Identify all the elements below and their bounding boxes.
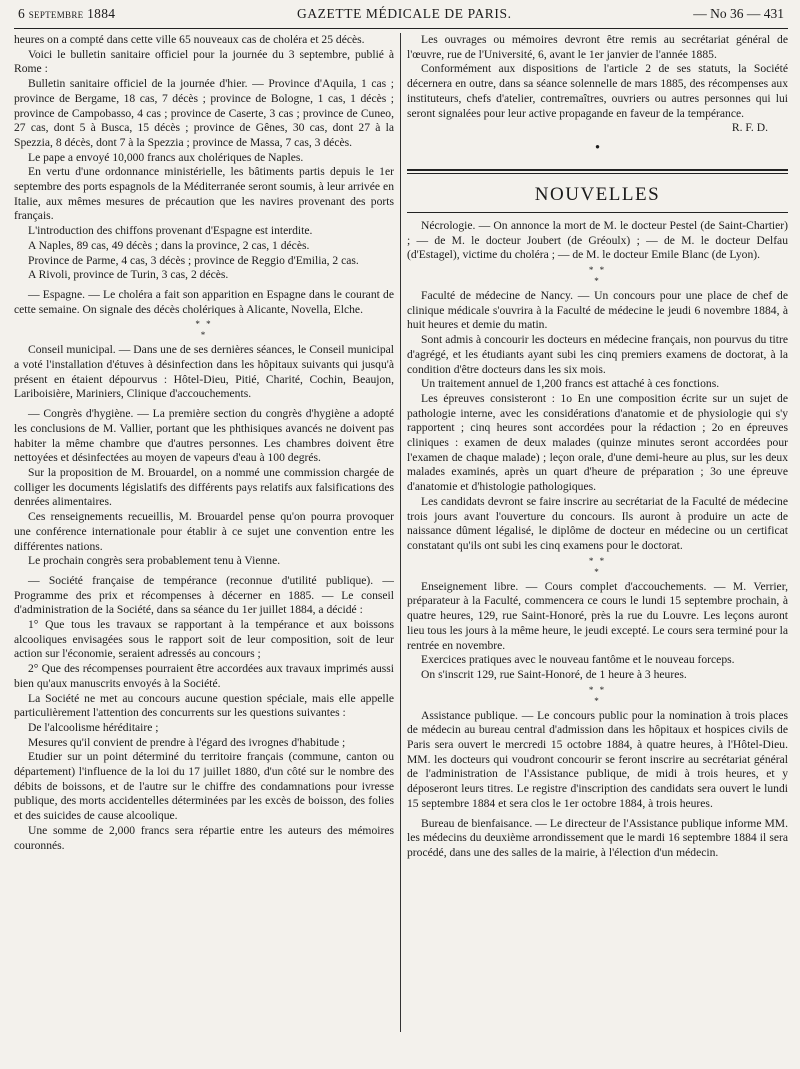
article-paragraph: 2° Que des récompenses pourraient être accordées aux travaux imprimés aussi bien qu'aux manuscrits envoyés à la Société. xyxy=(14,662,394,690)
article-paragraph: Province de Parme, 4 cas, 3 décès ; province de Reggio d'Emilia, 2 cas. xyxy=(28,253,359,267)
article-paragraph: Un traitement annuel de 1,200 francs est attaché à ces fonctions. xyxy=(421,377,720,391)
article-paragraph: Les candidats devront se faire inscrire au secrétariat de la Faculté de médecine trois jours avant l'ouverture du concours. Ils auront à produire un acte de naissance dûment légalisé, le diplôme de docteur en médecine ou un certificat constatant qu'ils ont subi les cinq examens pour le doctorat. xyxy=(407,494,788,552)
article-congres-hygiene: — Congrès d'hygiène. — La première section du congrès d'hygiène a adopté les conclusions de M. Vallier, portant que les phthisiques avancés ne doivent pas habiter la même chambre que d'autres personnes. Les chambres doivent être nettoyées et désinfectées au moyen de vapeurs d'eau à 100 degrés. xyxy=(14,407,394,465)
right-column xyxy=(407,33,788,1062)
column-divider xyxy=(400,33,401,1032)
article-paragraph: Les épreuves consisteront : 1o En une composition écrite sur un sujet de pathologie interne, avec les considérations d'anatomie et de physiologie qui s'y rapportent ; cinq heures sont accordées pour la rédaction ; 2o en épreuves cliniques : examen de deux malades (quinze minutes seront accordées pour l'examen de chaque malade) ; leçon orale, d'une demi-heure au plus, sur les deux malades examinés, après un quart d'heure de préparation ; 3o une épreuve d'anatomie et d'histologie pathologiques. xyxy=(407,391,788,494)
left-column xyxy=(14,33,394,1062)
double-rule xyxy=(407,169,788,174)
article-paragraph: On s'inscrit 129, rue Saint-Honoré, de 1 heure à 3 heures. xyxy=(421,667,687,681)
newspaper-page xyxy=(14,6,788,1062)
article-paragraph: heures on a compté dans cette ville 65 nouveaux cas de choléra et 25 décès. xyxy=(14,33,365,46)
article-paragraph: Etudier sur un point déterminé du territoire français (commune, canton ou département) l'influence de la loi du 17 juillet 1880, d'un côté sur le nombre des débits de boissons, et de l'autre sur le chiffre des condamnations pour ivresse publique, des morts accidentelles déterminées par les excès de boisson, des folies et des suicides de cause alcoolique. xyxy=(14,750,394,823)
article-societe-temperance: — Société française de tempérance (reconnue d'utilité publique). — Programme des prix et récompenses à décerner en 1885. — Le conseil d'administration de la Société, dans sa séance du 1er juillet 1884, a décidé : xyxy=(14,573,394,617)
article-paragraph: A Naples, 89 cas, 49 décès ; dans la province, 2 cas, 1 décès. xyxy=(28,238,310,252)
article-paragraph: Sont admis à concourir les docteurs en médecine français, non pourvus du titre d'agrégé, et les étudiants ayant subi les cinq premiers examens de doctorat, à la condition d'être docteurs dans les six mois. xyxy=(407,333,788,376)
header-title: GAZETTE MÉDICALE DE PARIS. xyxy=(296,6,512,21)
article-paragraph: 1° Que tous les travaux se rapportant à la tempérance et aux boissons alcooliques envisagées sous le rapport soit de leur composition, soit de leur action sur l'économie, seraient adressés au concours ; xyxy=(14,618,394,661)
article-paragraph: Voici le bulletin sanitaire officiel pour la journée du 3 septembre, publié à Rome : xyxy=(14,47,394,76)
article-paragraph: Une somme de 2,000 francs sera répartie entre les auteurs des mémoires couronnés. xyxy=(14,823,394,852)
header-date: 6 septembre 1884 xyxy=(18,6,116,21)
article-paragraph: Le prochain congrès sera probablement tenu à Vienne. xyxy=(28,554,281,568)
section-title: NOUVELLES xyxy=(407,180,788,213)
article-paragraph: Les ouvrages ou mémoires devront être remis au secrétariat général de l'œuvre, rue de l'Université, 6, avant le 1er janvier de l'année 1885. xyxy=(407,33,788,61)
article-enseignement-libre: Enseignement libre. — Cours complet d'accouchements. — M. Verrier, préparateur à la Faculté, commencera ce cours le lundi 15 septembre prochain, à quatre heures, 129, rue Saint-Honoré, près la rue du Louvre. Les leçons auront lieu tous les jours à la même heure, le jeudi excepté. Le cours sera terminé pour la rentrée en novembre. xyxy=(407,579,788,652)
section-ornament: * * * xyxy=(588,684,607,706)
ornament-dot: ● xyxy=(595,141,600,151)
page-header xyxy=(14,6,788,29)
article-necrologie: Nécrologie. — On annonce la mort de M. le docteur Pestel (de Saint-Chartier) ; — de M. le docteur Joubert (de Gréoulx) ; — de M. le docteur Delfau (d'Estagel), victime du choléra ; — de M. le docteur Emile Blanc (de Lyon). xyxy=(407,218,788,262)
signature: R. F. D. xyxy=(731,121,768,135)
article-paragraph: Sur la proposition de M. Brouardel, on a nommé une commission chargée de colliger les documents législatifs des différents pays relatifs aux falsifications des denrées alimentaires. xyxy=(14,465,394,509)
article-faculte-nancy: Faculté de médecine de Nancy. — Un concours pour une place de chef de clinique médicale s'ouvrira à la Faculté de médecine le jeudi 6 novembre 1884, à huit heures et demie du matin. xyxy=(407,289,788,332)
article-paragraph: La Société ne met au concours aucune question spéciale, mais elle appelle particulièrement l'attention des concurrents sur les questions suivantes : xyxy=(14,691,394,720)
article-bureau-bienfaisance: Bureau de bienfaisance. — Le directeur de l'Assistance publique informe MM. les médecins du deuxième arrondissement que le mardi 16 septembre 1884 il sera procédé, dans une des salles de la mairie, à l'élection d'un médecin. xyxy=(407,816,788,859)
article-paragraph: De l'alcoolisme héréditaire ; xyxy=(28,720,159,734)
section-ornament: * * * xyxy=(588,555,607,577)
section-ornament: * * * xyxy=(195,319,213,341)
section-ornament: * * * xyxy=(588,265,607,287)
article-assistance-publique: Assistance publique. — Le concours public pour la nomination à trois places de médecin au bureau central d'admission dans les hôpitaux et hospices civils de Paris sera ouvert le mercredi 15 octobre 1884, à quatre heures, à l'Hôtel-Dieu. MM. les docteurs qui voudront concourir se feront inscrire au secrétariat général de l'administration de l'Assistance publique, de midi à trois heures, et y déposeront leurs titres. Le registre d'inscription des candidats sera ouvert le lundi 15 septembre 1884 et sera clos le 1er octobre 1884, à trois heures. xyxy=(407,708,788,810)
article-espagne: — Espagne. — Le choléra a fait son apparition en Espagne dans le courant de cette semaine. On signale des décès cholériques à Alicante, Novella, Elche. xyxy=(14,287,394,316)
article-paragraph: L'introduction des chiffons provenant d'Espagne est interdite. xyxy=(28,224,313,238)
header-issue: — No 36 — 431 xyxy=(693,6,784,21)
article-paragraph: Exercices pratiques avec le nouveau fantôme et le nouveau forceps. xyxy=(421,653,735,667)
article-conseil-municipal: Conseil municipal. — Dans une de ses dernières séances, le Conseil municipal a voté l'installation d'étuves à désinfection dans les hôpitaux suivants qui jusqu'à présent en étaient dépourvus : Hôtel-Dieu, Pitié, Charité, Cochin, Beaujon, Lariboisière, Mariniers, Clinique d'accouchements. xyxy=(14,343,394,401)
article-paragraph: Conformément aux dispositions de l'article 2 de ses statuts, la Société décernera en outre, dans sa séance solennelle de mars 1885, des récompenses aux instituteurs, chefs d'atelier, contremaîtres, ouvriers ou autres personnes qui lui seront signalées pour leur active propagande en faveur de la tempérance. xyxy=(407,62,788,120)
article-paragraph: Ces renseignements recueillis, M. Brouardel pense qu'on pourra provoquer une conférence internationale pour établir à ce sujet une convention entre les différentes nations. xyxy=(14,510,394,553)
article-paragraph: Bulletin sanitaire officiel de la journée d'hier. — Province d'Aquila, 1 cas ; province de Bergame, 18 cas, 7 décès ; province de Bologne, 1 cas, 1 décès ; province de Campobasso, 4 cas ; province de Caserte, 3 cas ; province de Cuneo, 27 cas, dont 5 à Busca, 15 décès ; province de Gênes, 30 cas, dont 27 à la Spezzia, 8 décès, dont 7 à la Spezzia ; province de Massa, 7 cas, 3 décès. xyxy=(14,77,394,149)
article-paragraph: A Rivoli, province de Turin, 3 cas, 2 décès. xyxy=(28,268,229,282)
article-paragraph: En vertu d'une ordonnance ministérielle, les bâtiments partis depuis le 1er septembre des ports espagnols de la Méditerranée seront soumis, à leur arrivée en Italie, aux mêmes mesures de précaution que les navires provenant des ports français. xyxy=(14,165,394,223)
article-paragraph: Le pape a envoyé 10,000 francs aux cholériques de Naples. xyxy=(28,150,304,164)
article-paragraph: Mesures qu'il convient de prendre à l'égard des ivrognes d'habitude ; xyxy=(28,735,346,749)
